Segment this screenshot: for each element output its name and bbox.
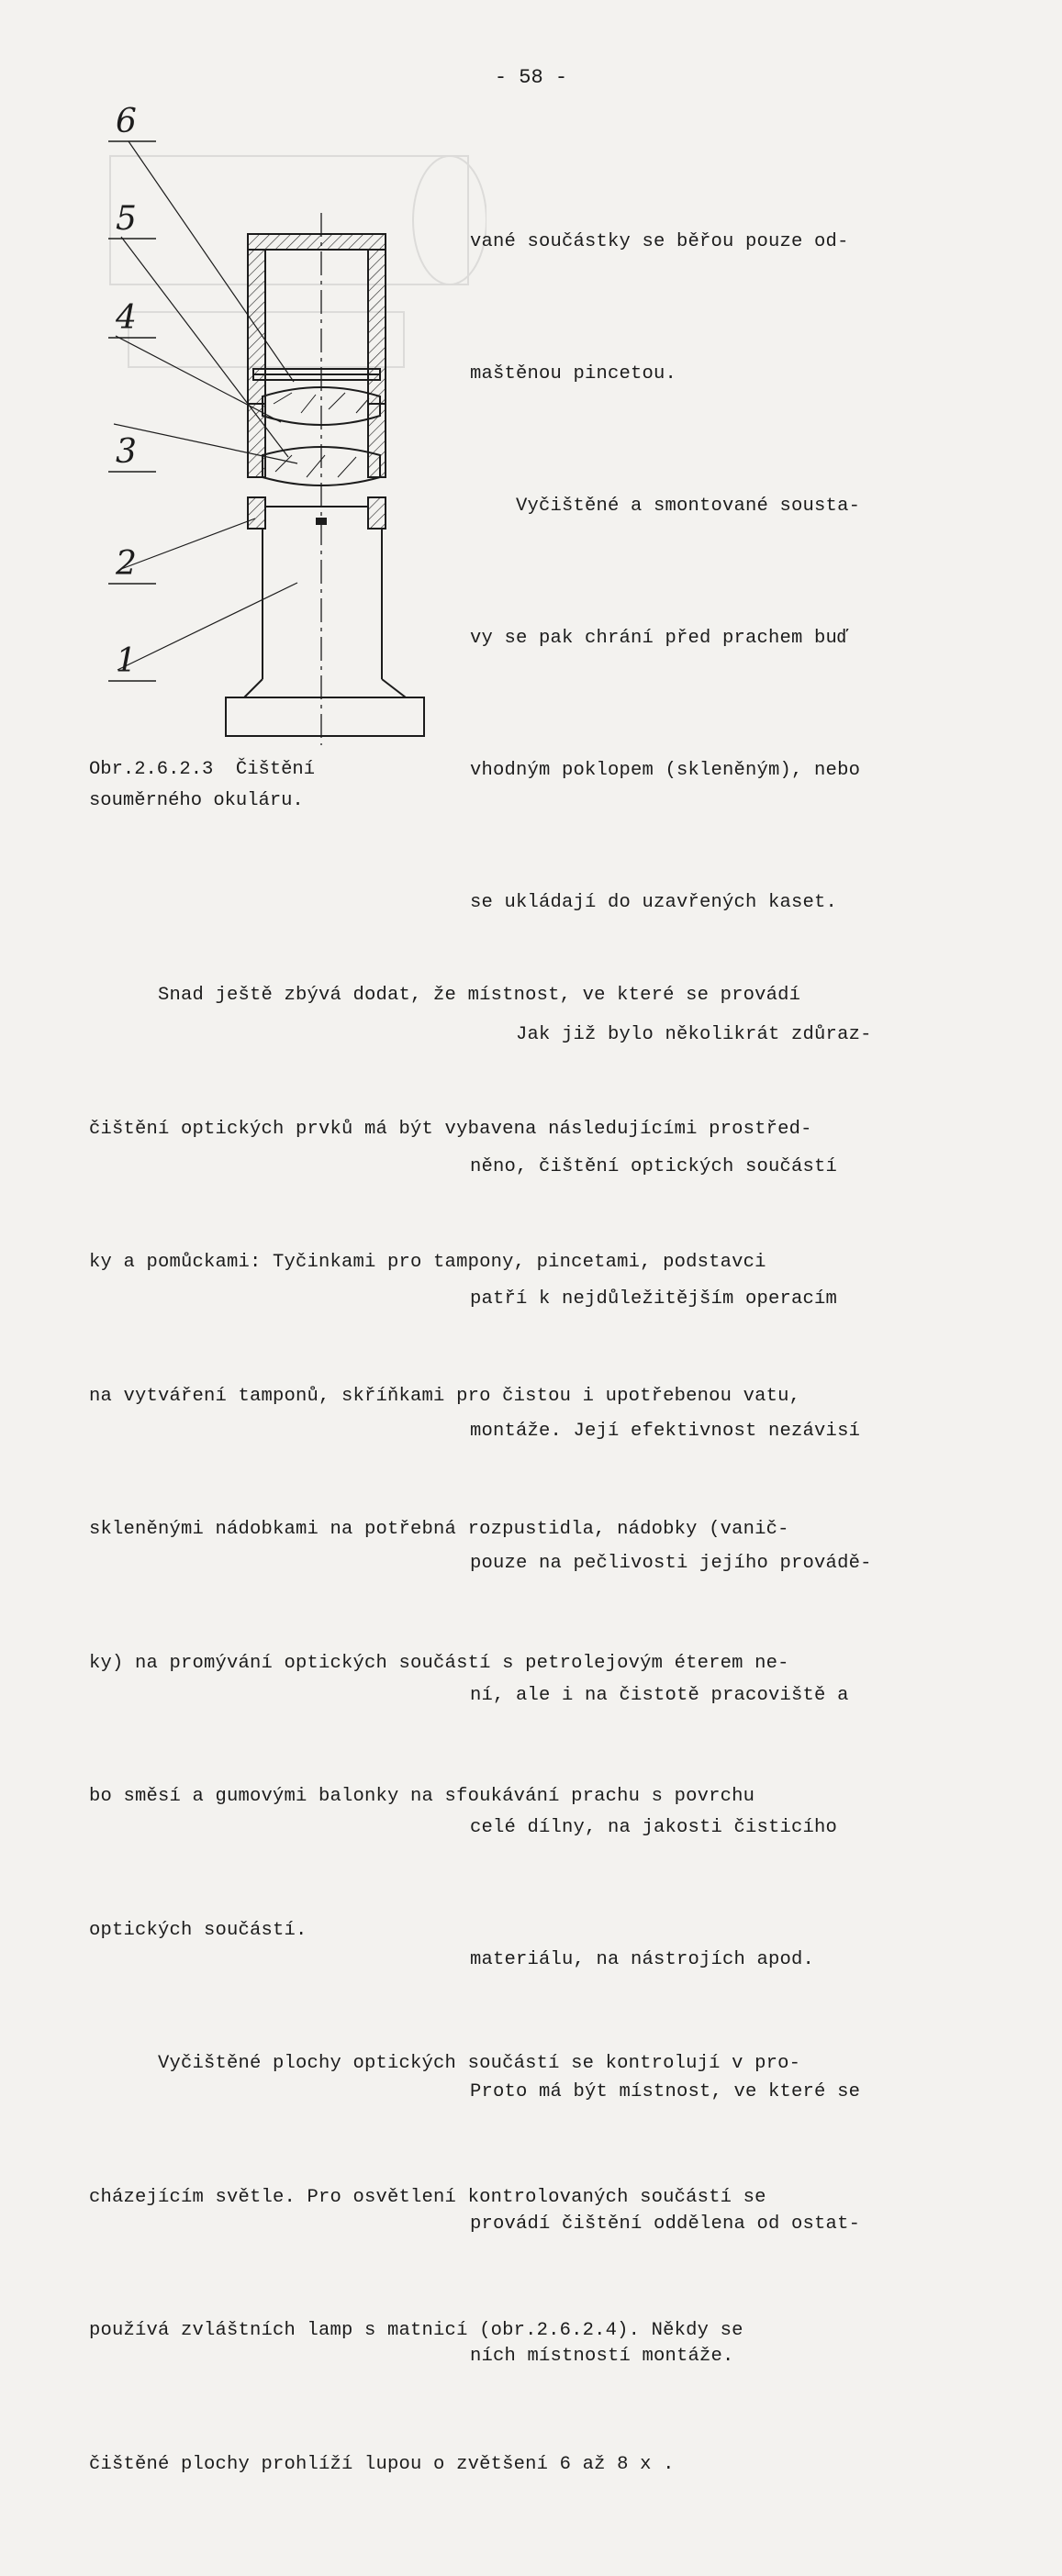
text-line: Jak již bylo několikrát zdůraz- [470,1024,872,1045]
callout-2: 2 [116,545,137,583]
text-line: na vytváření tamponů, skříňkami pro čistou i upotřebenou vatu, [89,1385,801,1407]
text-line: pouze na pečlivosti jejího provádě- [470,1553,872,1574]
callout-3: 3 [116,433,137,471]
callout-1: 1 [116,642,137,680]
figure-caption [89,754,438,817]
callout-4: 4 [116,299,137,337]
text-line: ní, ale i na čistotě pracoviště a [470,1685,849,1706]
text-line: provádí čištění oddělena od ostat- [470,2214,861,2235]
callout-5: 5 [116,200,137,238]
text-line: montáže. Její efektivnost nezávisí [470,1421,861,1442]
text-line: maštěnou pincetou. [470,363,677,385]
text-line: něno, čištění optických součástí [470,1156,838,1177]
caption-line: souměrného okuláru. [89,790,304,811]
text-line: vané součástky se běřou pouze od- [470,231,849,252]
text-line: se ukládají do uzavřených kaset. [470,892,838,913]
text-line: ních místností montáže. [470,2346,734,2367]
text-line: čištěné plochy prohlíží lupou o zvětšení 6 až 8 x . [89,2453,675,2475]
text-line: vy se pak chrání před prachem buď [470,628,849,649]
eyepiece-cross-section [81,101,448,762]
text-line: optických součástí. [89,1919,307,1941]
text-line: Vyčištěné plochy optických součástí se kontrolují v pro- [89,2053,801,2074]
text-line: vhodným poklopem (skleněným), nebo [470,760,861,781]
caption-line: Obr.2.6.2.3 Čištění [89,759,316,780]
full-width-text [89,885,812,2576]
text-line: skleněnými nádobkami na potřebná rozpustidla, nádobky (vanič- [89,1519,789,1540]
text-line: čištění optických prvků má být vybavena následujícími prostřed- [89,1118,812,1140]
text-line: patří k nejdůležitějším operacím [470,1288,838,1310]
text-line: ky) na promývání optických součástí s petrolejovým éterem ne- [89,1652,789,1674]
text-line: cházejícím světle. Pro osvětlení kontrolovaných součástí se [89,2186,766,2208]
text-line: Proto má být místnost, ve které se [470,2081,861,2102]
text-line: bo směsí a gumovými balonky na sfoukávání prachu s povrchu [89,1786,755,1807]
eyepiece-figure [81,101,448,762]
page-number: - 58 - [494,66,568,89]
text-line: celé dílny, na jakosti čisticího [470,1817,838,1838]
text-line: Vyčištěné a smontované sousta- [470,496,861,517]
text-line: používá zvláštních lamp s matnicí (obr.2.6.2.4). Někdy se [89,2320,743,2341]
callout-6: 6 [116,103,137,140]
text-line: ky a pomůckami: Tyčinkami pro tampony, pincetami, podstavci [89,1252,766,1273]
text-line: Snad ještě zbývá dodat, že místnost, ve které se provádí [89,985,801,1006]
text-line: materiálu, na nástrojích apod. [470,1949,815,1970]
